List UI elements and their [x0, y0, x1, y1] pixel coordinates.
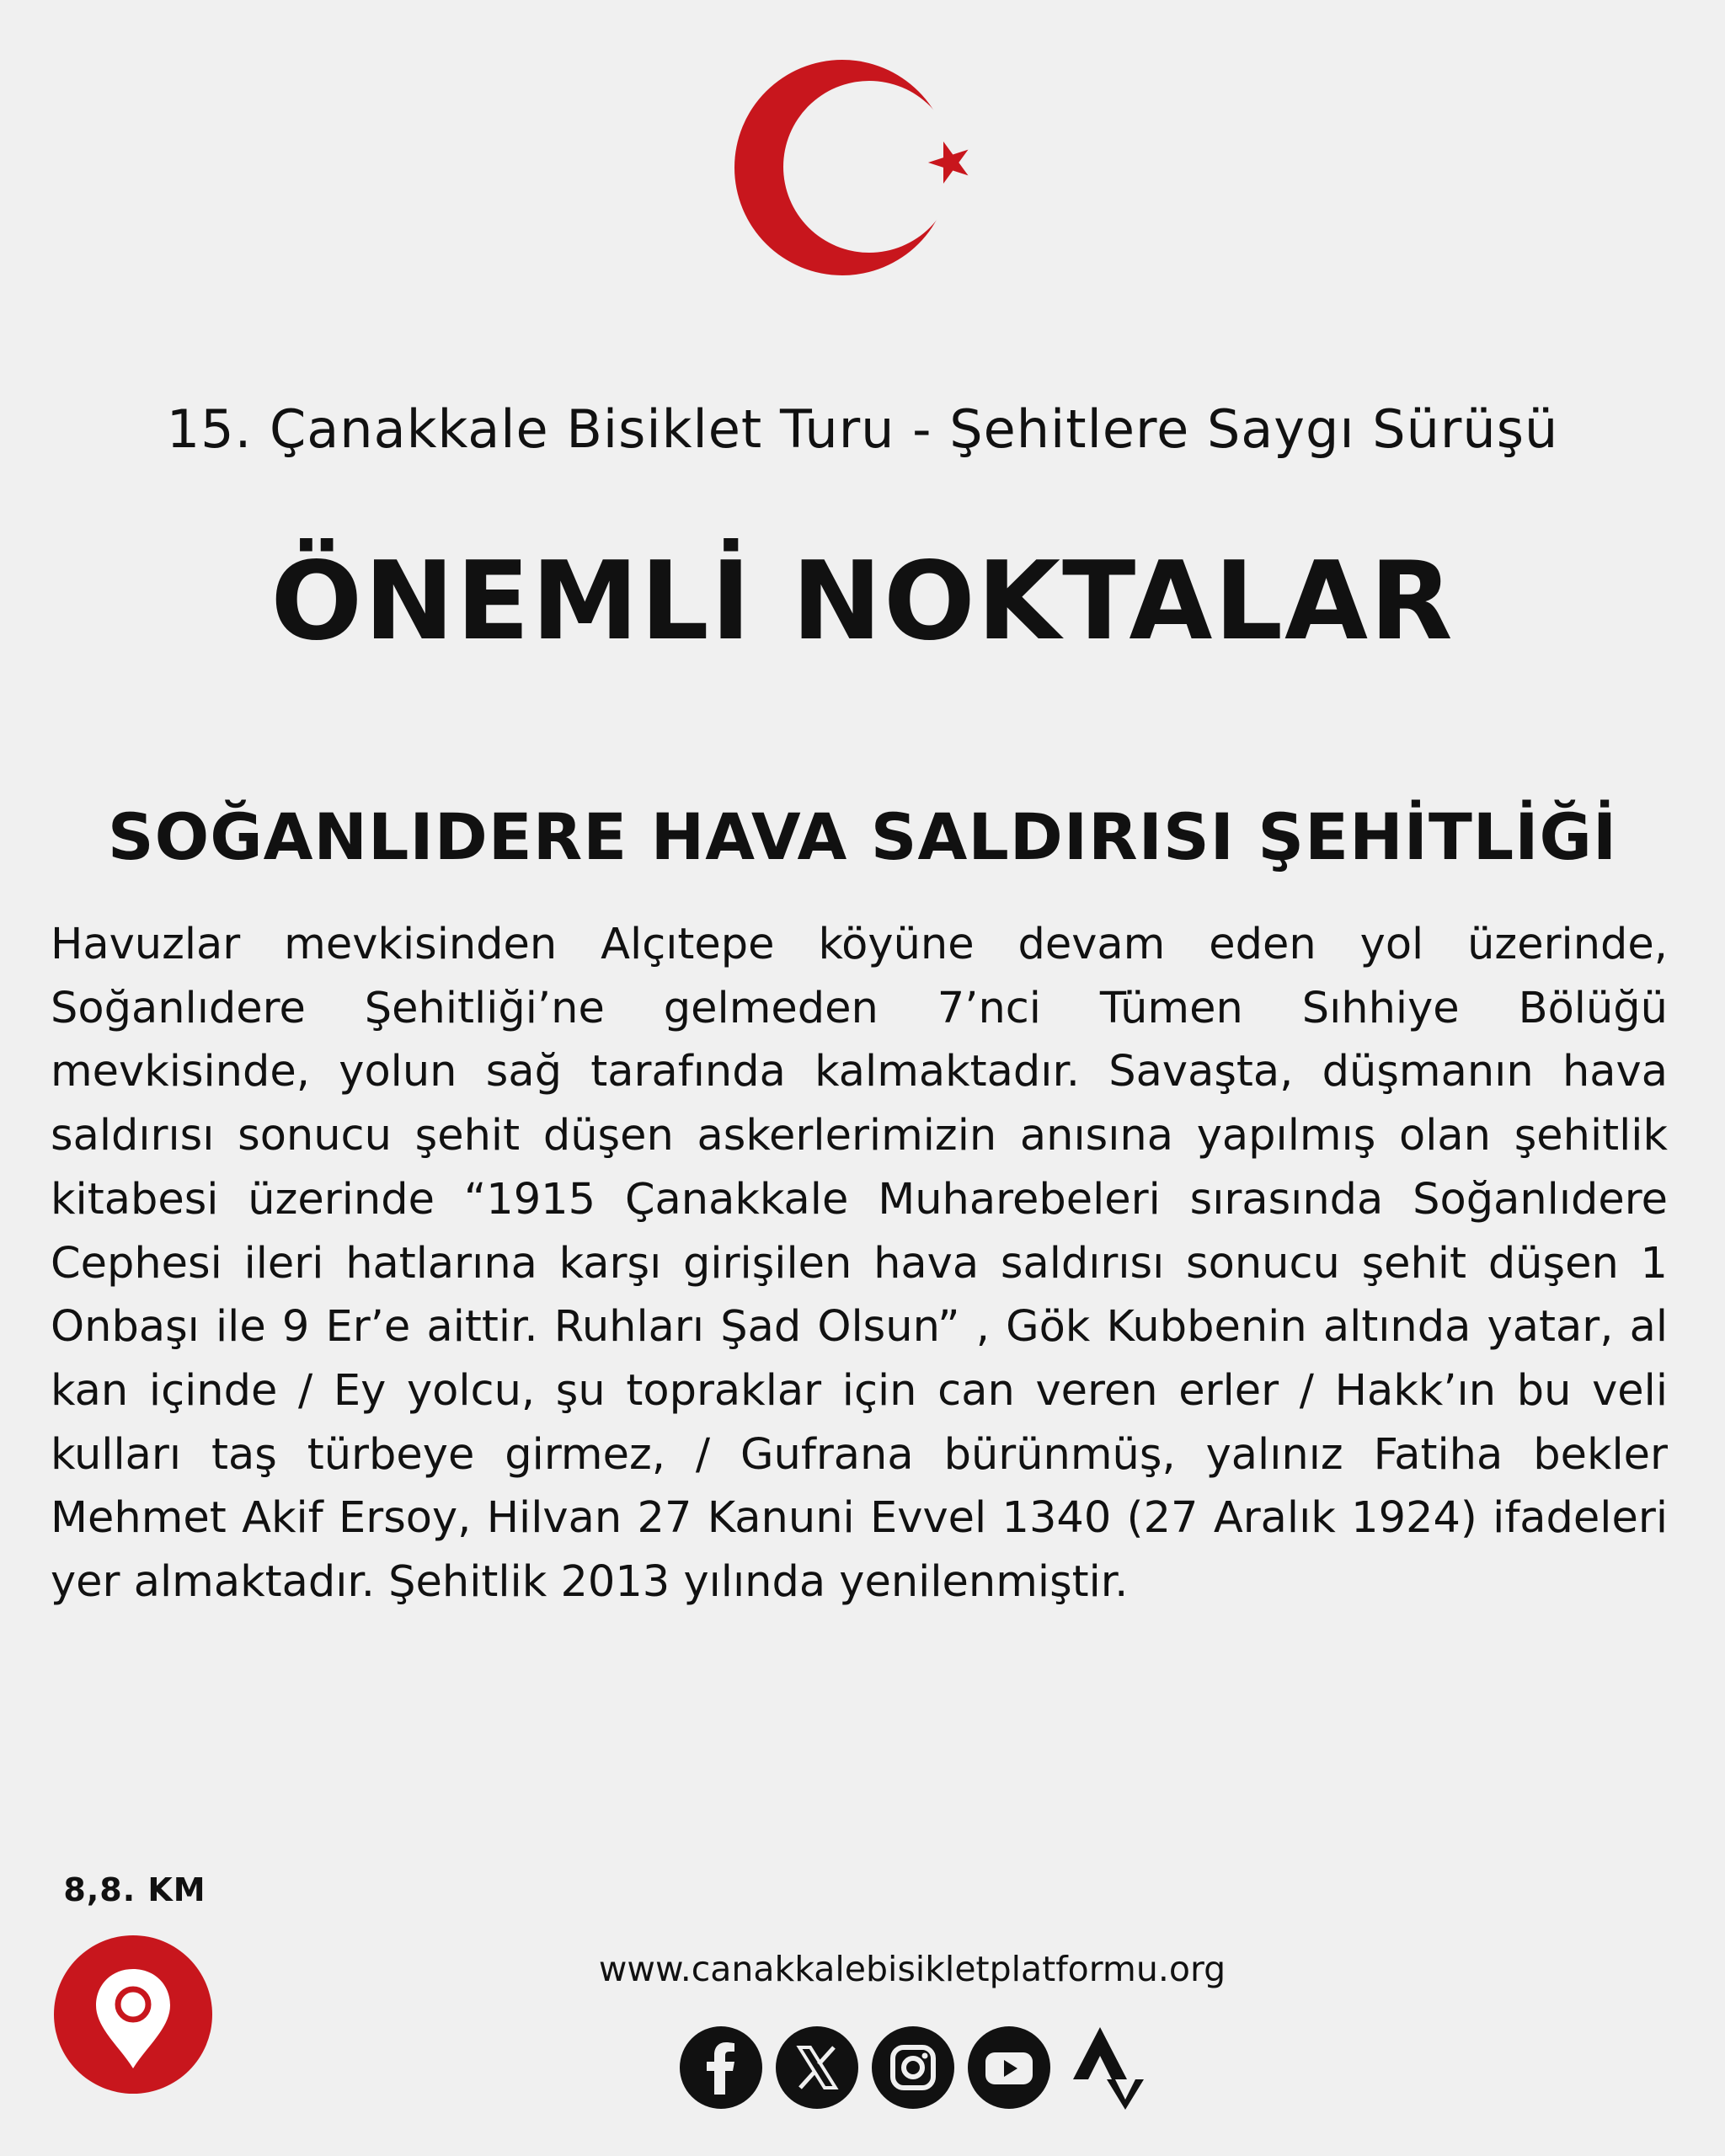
section-title: SOĞANLIDERE HAVA SALDIRISI ŞEHİTLİĞİ — [107, 799, 1618, 874]
youtube-icon[interactable] — [967, 2025, 1051, 2110]
event-subtitle: 15. Çanakkale Bisiklet Turu - Şehitlere Saygı Sürüşü — [166, 398, 1559, 460]
facebook-icon[interactable] — [679, 2025, 763, 2110]
website-link[interactable]: www.canakkalebisikletplatformu.org — [598, 1949, 1226, 1989]
strava-icon[interactable] — [1063, 2025, 1147, 2110]
crescent-star-icon — [734, 54, 1021, 281]
page-title: ÖNEMLİ NOKTALAR — [270, 539, 1455, 664]
section-body: Havuzlar mevkisinden Alçıtepe köyüne devam eden yol üzerinde, Soğanlıdere Şehitliği’ne gelmeden 7’nci Tümen Sıhhiye Bölüğü mevkisinde, yolun sağ tarafında kalmaktadır. Savaşta, düşmanın hava saldırısı sonucu şehit düşen askerlerimizin anısına yapılmış olan şehitlik kitabesi üzerinde “1915 Çanakkale Muharebeleri sırasında Soğanlıdere Cephesi ileri hatlarına karşı girişilen hava saldırısı sonucu şehit düşen 1 Onbaşı ile 9 Er’e aittir. Ruhları Şad Olsun” , Gök Kubbenin altında yatar, al kan içinde / Ey yolcu, şu topraklar için can veren erler / Hakk’ın bu veli kulları taş türbeye girmez, / Gufrana bürünmüş, yalınız Fatiha bekler Mehmet Akif Ersoy, Hilvan 27 Kanuni Evvel 1340 (27 Aralık 1924) ifadeleri yer almaktadır. Şehitlik 2013 yılında yenilenmiştir. — [51, 920, 1668, 1608]
x-icon[interactable] — [775, 2025, 859, 2110]
distance-label: 8,8. KM — [63, 1871, 206, 1908]
instagram-icon[interactable] — [871, 2025, 955, 2110]
social-links — [679, 2025, 1147, 2111]
